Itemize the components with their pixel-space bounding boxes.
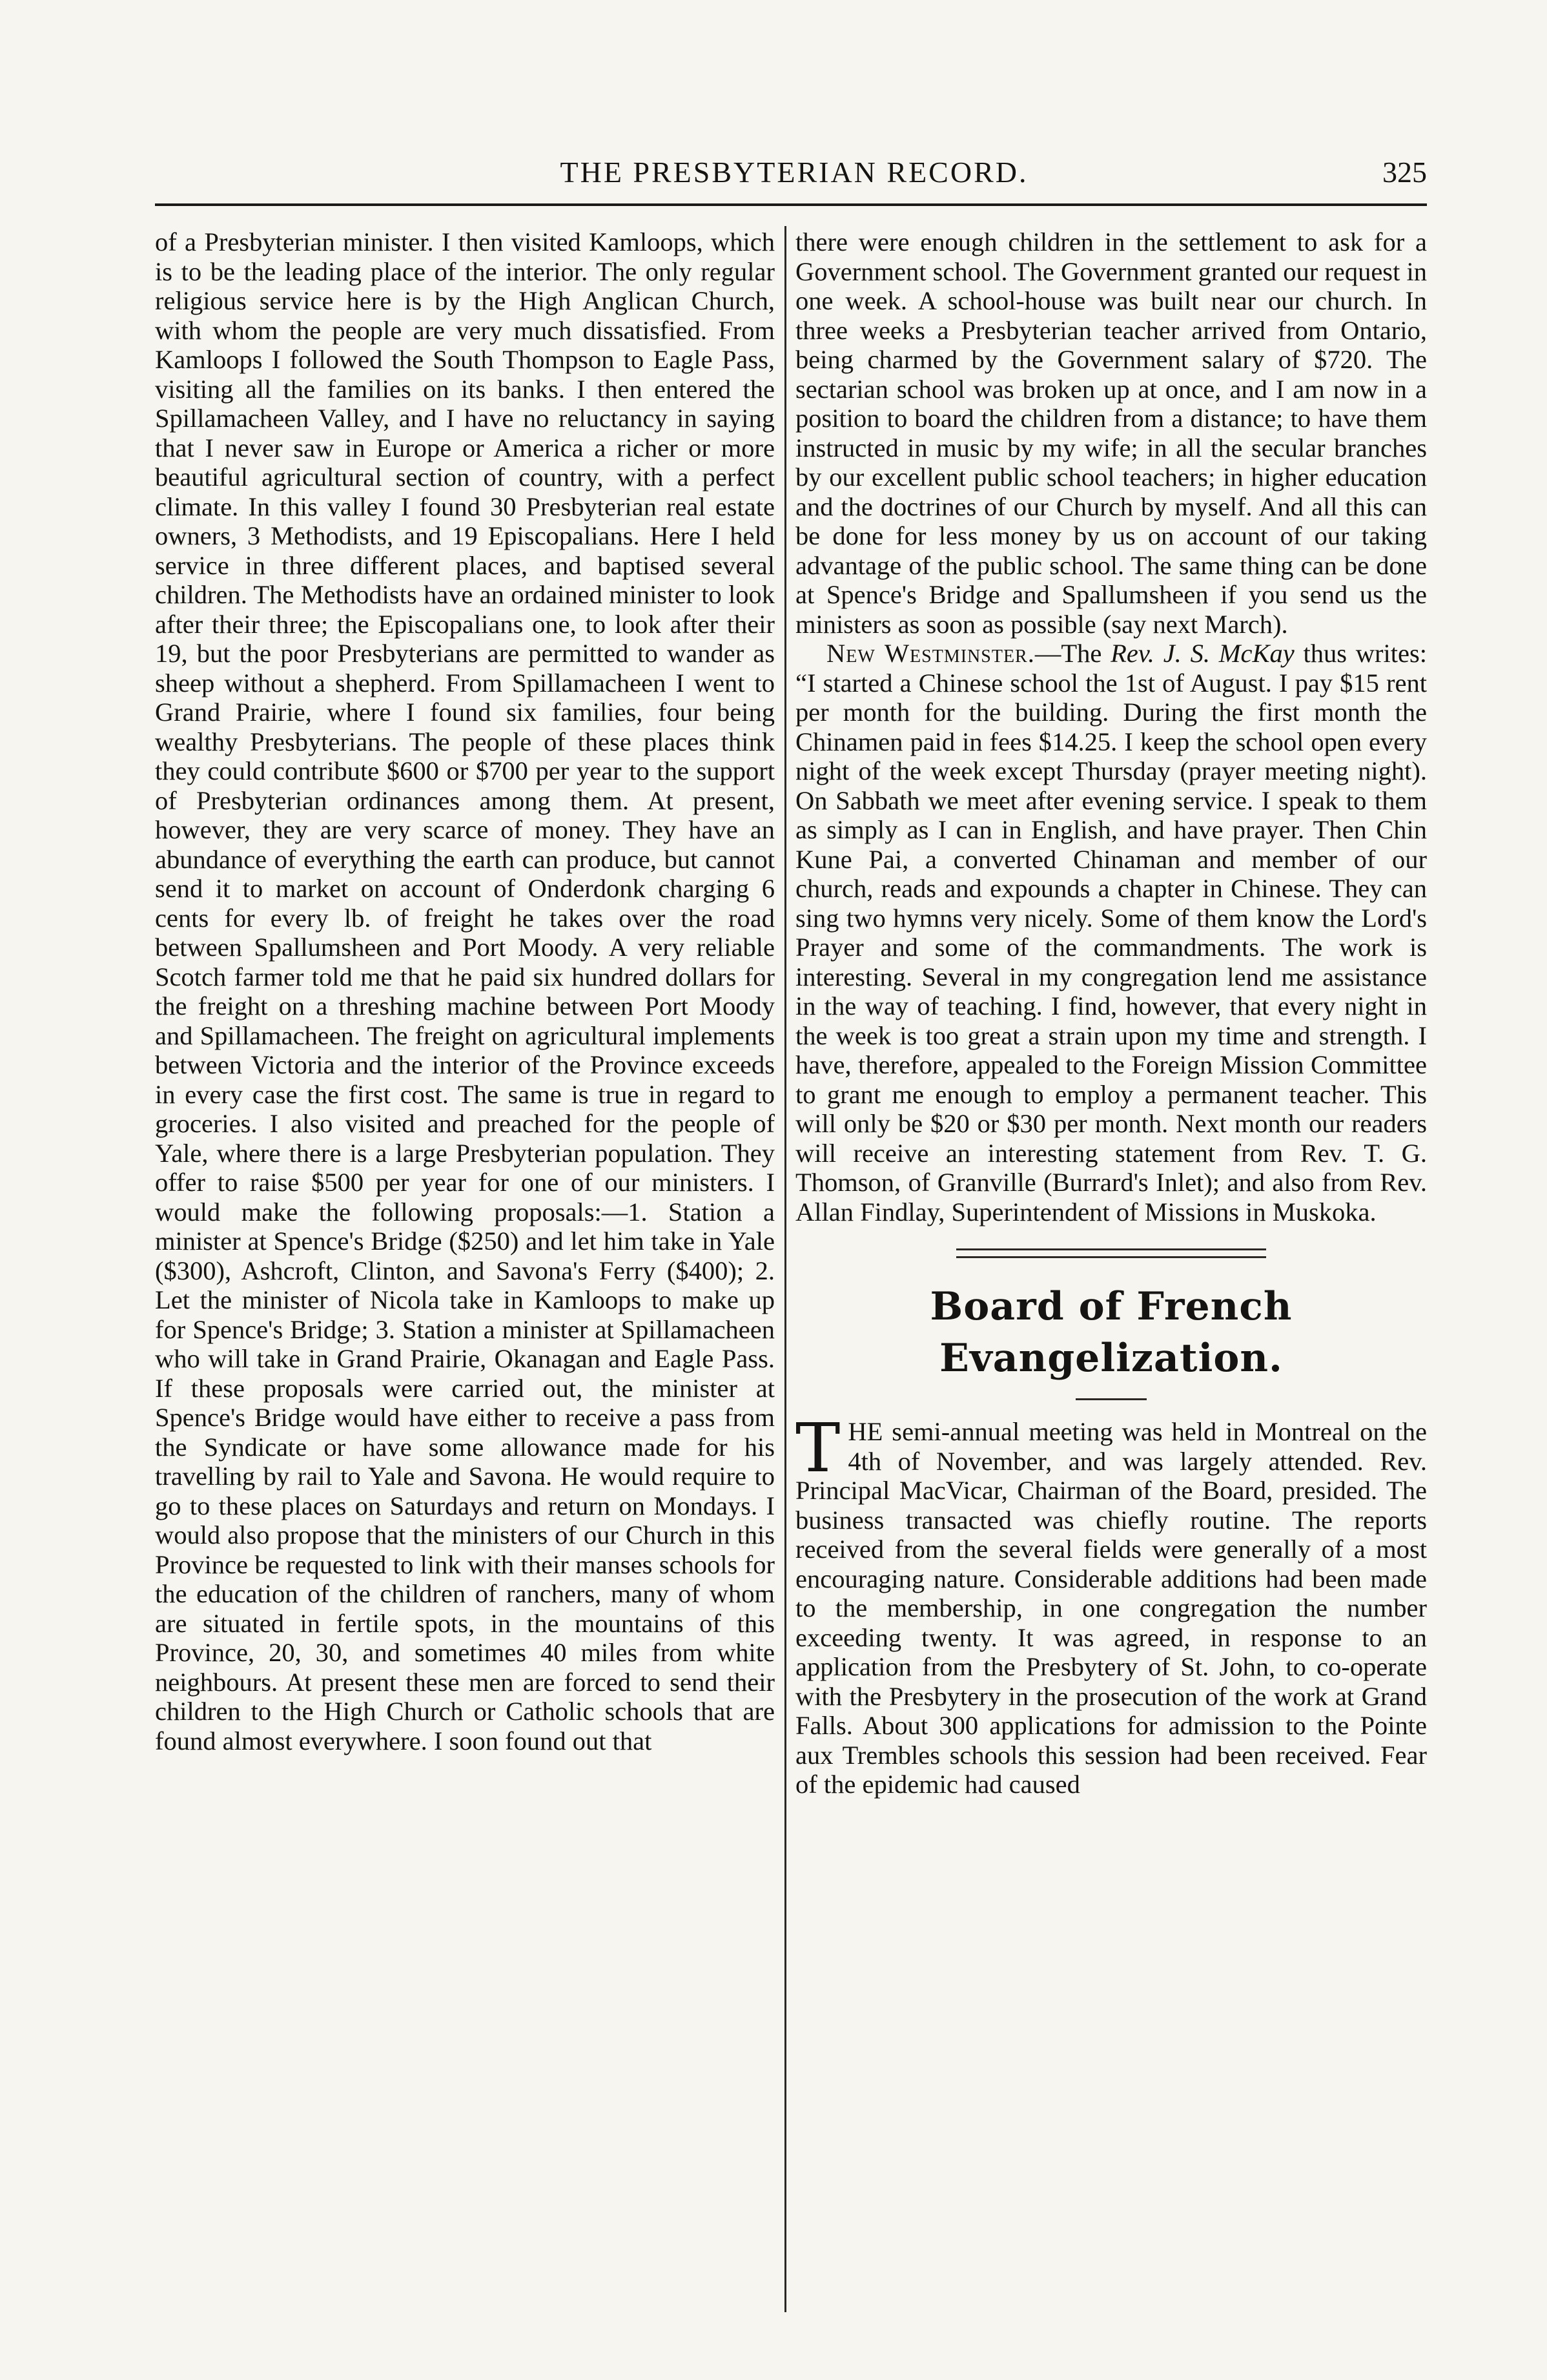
- column-divider: [784, 226, 786, 2312]
- right-column-paragraph: there were enough children in the settlement to ask for a Government school. The Government granted our request in one week. A school-house was built near our church. In three weeks a Presbyterian teacher arrived from Ontario, being charmed by the Government salary of $720. The sectarian school was broken up at once, and I am now in a position to board the children from a distance; to have them instructed in music by my wife; in all the secular branches by our excellent public school teachers; in higher education and the doctrines of our Church by myself. And all this can be done for less money by us on account of our taking advantage of the public school. The same thing can be done at Spence's Bridge and Spallumsheen if you send us the ministers as soon as possible (say next March).: [795, 227, 1427, 639]
- dash-text: —The: [1034, 639, 1111, 668]
- publication-title: THE PRESBYTERIAN RECORD.: [560, 156, 1029, 189]
- right-column: [795, 227, 1427, 1799]
- board-paragraph-text: HE semi-annual meeting was held in Montreal on the 4th of November, and was largely attended. Rev. Principal MacVicar, Chairman of the Board, presided. The business transacted was chiefly routine. The reports received from the several fields were generally of a most encouraging nature. Considerable additions had been made to the membership, in one congregation the number exceeding twenty. It was agreed, in response to an application from the Presbytery of St. John, to co-operate with the Presbytery in the prosecution of the work at Grand Falls. About 300 applications for admission to the Pointe aux Trembles schools this session had been received. Fear of the epidemic had caused: [795, 1417, 1427, 1799]
- board-paragraph: [795, 1409, 1427, 1799]
- letter-text: thus writes: “I started a Chinese school the 1st of August. I pay $15 rent per month for the building. During the first month the Chinamen paid in fees $14.25. I keep the school open every night of the week except Thursday (prayer meeting night). On Sabbath we meet after evening service. I speak to them as simply as I can in English, and have prayer. Then Chin Kune Pai, a converted Chinaman and member of our church, reads and expounds a chapter in Chinese. They can sing two hymns very nicely. Some of them know the Lord's Prayer and some of the commandments. The work is interesting. Several in my congregation lend me assistance in the way of teaching. I find, however, that every night in the week is too great a strain upon my time and strength. I have, therefore, appealed to the Foreign Mission Committee to grant me enough to employ a permanent teacher. This will only be $20 or $30 per month. Next month our readers will receive an interesting statement from Rev. T. G. Thomson, of Granville (Burrard's Inlet); and also from Rev. Allan Findlay, Superintendent of Missions in Muskoka.: [795, 639, 1427, 1226]
- running-head: [161, 150, 1427, 195]
- left-column-paragraph: of a Presbyterian minister. I then visited Kamloops, which is to be the leading place of the interior. The only regular religious service here is by the High Anglican Church, with whom the people are very much dissatisfied. From Kamloops I followed the South Thompson to Eagle Pass, visiting all the families on its banks. I then entered the Spillamacheen Valley, and I have no reluctancy in saying that I never saw in Europe or America a richer or more beautiful agricultural section of country, with a perfect climate. In this valley I found 30 Presbyterian real estate owners, 3 Methodists, and 19 Episcopalians. Here I held service in three different places, and baptised several children. The Methodists have an ordained minister to look after their three; the Episcopalians one, to look after their 19, but the poor Presbyterians are permitted to wander as sheep without a shepherd. From Spillamacheen I went to Grand Prairie, where I found six families, four being wealthy Presbyterians. The people of these places think they could contribute $600 or $700 per year to the support of Presbyterian ordinances among them. At present, however, they are very scarce of money. They have an abundance of everything the earth can produce, but cannot send it to market on account of Onderdonk charging 6 cents for every lb. of freight he takes over the road between Spallumsheen and Port Moody. A very reliable Scotch farmer told me that he paid six hundred dollars for the freight on a threshing machine between Port Moody and Spillamacheen. The freight on agricultural implements between Victoria and the interior of the Province exceeds in every case the first cost. The same is true in regard to groceries. I also visited and preached for the people of Yale, where there is a large Presbyterian population. They offer to raise $500 per year for one of our ministers. I would make the following proposals:—1. Station a minister at Spence's Bridge ($250) and let him take in Yale ($300), Ashcroft, Clinton, and Savona's Ferry ($400); 2. Let the minister of Nicola take in Kamloops to make up for Spence's Bridge; 3. Station a minister at Spillamacheen who will take in Grand Prairie, Okanagan and Eagle Pass. If these proposals were carried out, the minister at Spence's Bridge would have either to receive a pass from the Syndicate or have some allowance made for his travelling by rail to Yale and Savona. He would require to go to these places on Saturdays and return on Mondays. I would also propose that the ministers of our Church in this Province be requested to link with their manses schools for the education of the children of ranchers, many of whom are situated in fertile spots, in the mountains of this Province, 20, 30, and sometimes 40 miles from white neighbours. At present these men are forced to send their children to the High Church or Catholic schools that are found almost everywhere. I soon found out that: [155, 227, 775, 1755]
- section-heading: Board of French Evangelization.: [930, 1284, 1293, 1381]
- page-number: 325: [1382, 156, 1427, 189]
- header-rule: [155, 203, 1427, 206]
- heading-short-rule: [1076, 1398, 1147, 1400]
- place-lead: New Westminster.: [826, 639, 1035, 668]
- section-double-rule: [956, 1248, 1266, 1264]
- left-column: [155, 227, 775, 1755]
- drop-cap: T: [795, 1409, 841, 1487]
- reverend-name: Rev. J. S. McKay: [1111, 639, 1295, 668]
- new-westminster-paragraph: [795, 639, 1427, 1226]
